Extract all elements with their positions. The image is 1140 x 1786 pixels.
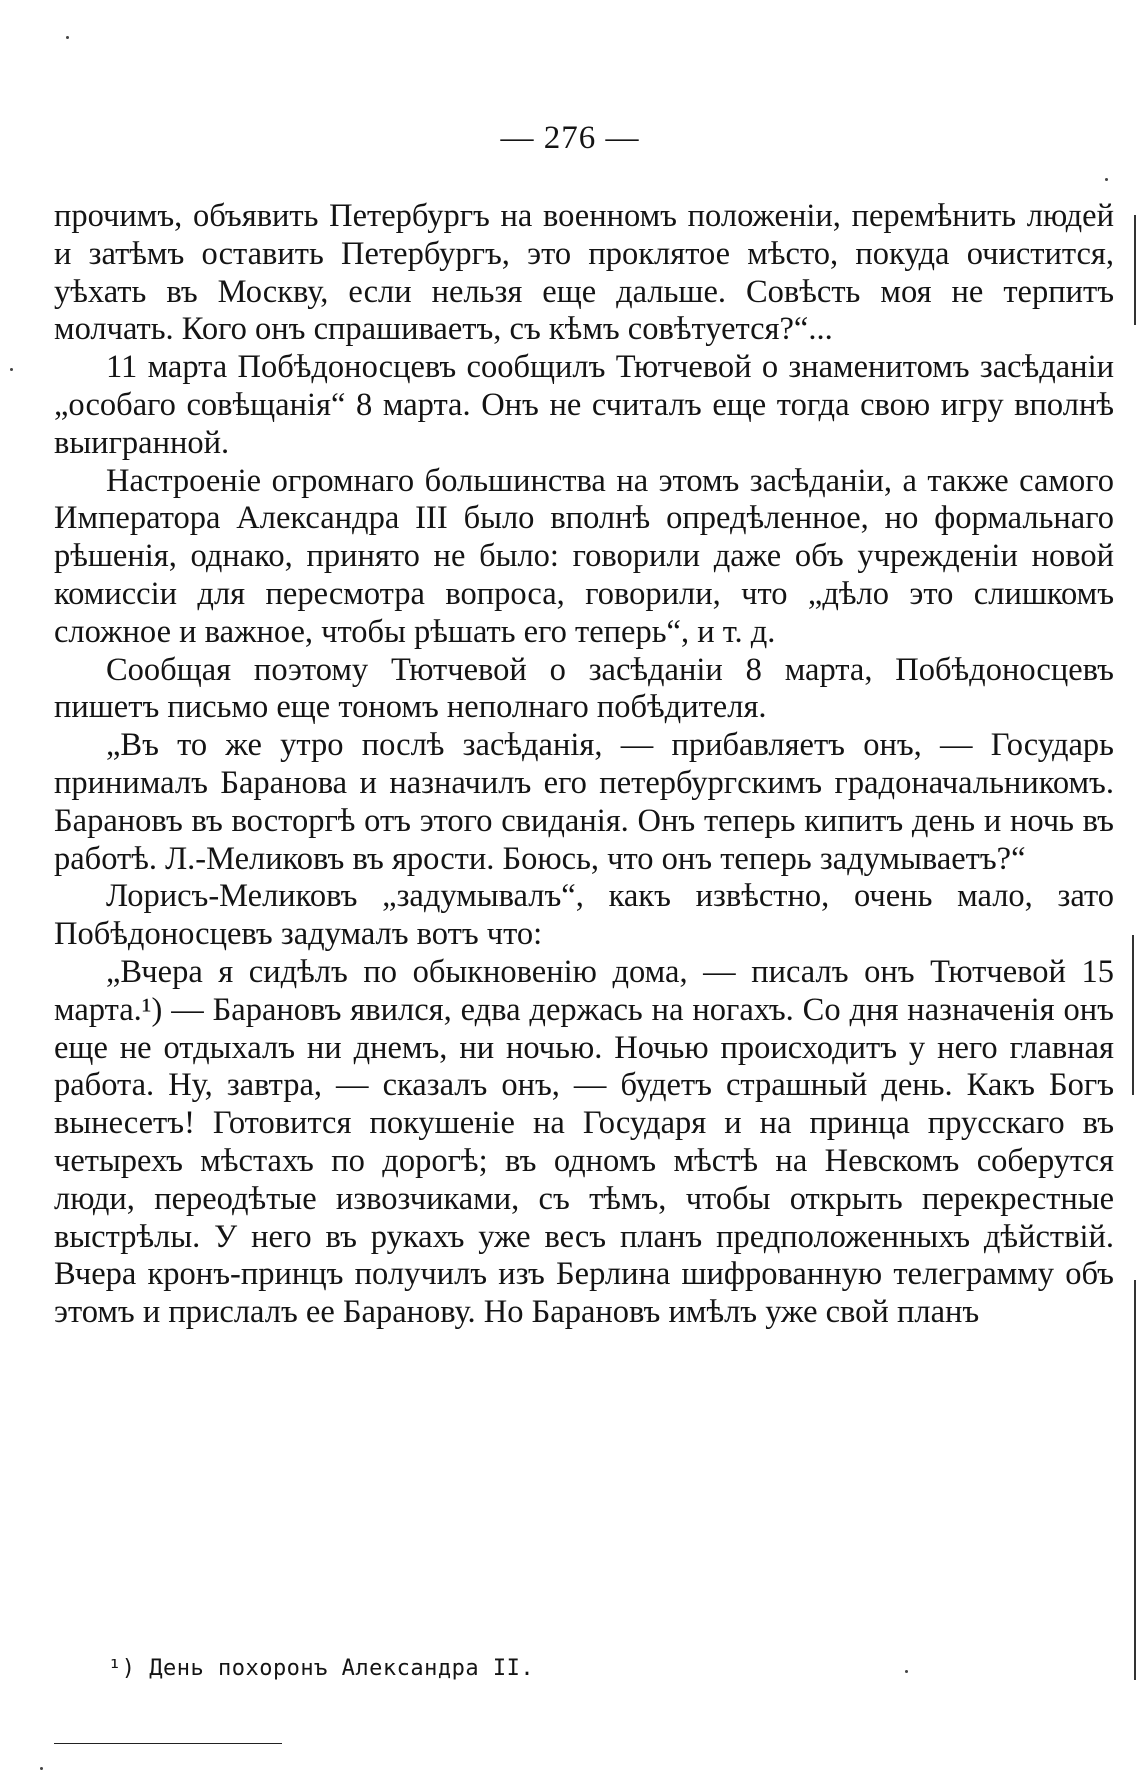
margin-mark-3	[1128, 1280, 1136, 1680]
paragraph-5: „Въ то же утро послѣ засѣданiя, — прибавляетъ онъ, — Государь принималъ Баранова и назначилъ его петербургскимъ градоначальникомъ. Барановъ въ восторгѣ отъ этого свиданiя. Онъ теперь кипитъ день и ночь въ работѣ. Л.-Меликовъ въ ярости. Боюсь, что онъ теперь задумываетъ?“	[54, 727, 1114, 877]
paragraph-4: Сообщая поэтому Тютчевой о засѣданiи 8 марта, Побѣдоносцевъ пишетъ письмо еще тономъ неполнаго побѣдителя.	[54, 651, 1114, 726]
scan-speck	[10, 368, 13, 371]
paragraph-2: 11 марта Побѣдоносцевъ сообщилъ Тютчевой о знаменитомъ засѣданiи „особаго совѣщанiя“ 8 марта. Онъ не считалъ еще тогда свою игру вполнѣ выигранной.	[54, 349, 1114, 461]
paragraph-1: прочимъ, объявить Петербургъ на военномъ положенiи, перемѣнить людей и затѣмъ оставить Петербургъ, это проклятое мѣсто, покуда очистится, уѣхать въ Москву, если нельзя еще дальше. Совѣсть моя не терпитъ молчать. Кого онъ спрашиваетъ, съ кѣмъ совѣтуется?“...	[54, 198, 1114, 348]
body-text	[54, 198, 1114, 1332]
paragraph-6: Лорисъ-Меликовъ „задумывалъ“, какъ извѣстно, очень мало, зато Побѣдоносцевъ задумалъ вотъ что:	[54, 878, 1114, 953]
page-number: — 276 —	[500, 120, 640, 156]
scan-speck	[905, 1670, 908, 1673]
paragraph-3: Настроенiе огромнаго большинства на этомъ засѣданiи, а также самого Императора Александра III было вполнѣ опредѣленное, но формальнаго рѣшенiя, однако, принято не было: говорили даже объ учрежденiи новой комиссiи для пересмотра вопроса, говорили, что „дѣло это слишкомъ сложное и важное, чтобы рѣшать его теперь“, и т. д.	[54, 462, 1114, 650]
scan-speck	[40, 1767, 43, 1770]
scan-speck	[1105, 178, 1108, 181]
margin-mark-2	[1126, 935, 1134, 1095]
scan-speck	[66, 36, 69, 39]
margin-mark-1	[1128, 215, 1136, 325]
footnote-divider	[54, 1743, 282, 1744]
paragraph-7: „Вчера я сидѣлъ по обыкновенiю дома, — писалъ онъ Тютчевой 15 марта.¹) — Барановъ явился, едва держась на ногахъ. Со дня назначенiя онъ еще не отдыхалъ ни днемъ, ни ночью. Ночью происходитъ у него главная работа. Ну, завтра, — сказалъ онъ, — будетъ страшный день. Какъ Богъ вынесетъ! Готовится покушенiе на Государя и на принца прусскаго въ четырехъ мѣстахъ по дорогѣ; въ одномъ мѣстѣ на Невскомъ соберутся люди, переодѣтые извозчиками, съ тѣмъ, чтобы открыть перекрестные выстрѣлы. У него въ рукахъ уже весъ планъ предположенныхъ дѣйствiй. Вчера кронъ-принцъ получилъ изъ Берлина шифрованную телеграмму объ этомъ и прислалъ ее Баранову. Но Барановъ имѣлъ уже свой планъ	[54, 953, 1114, 1331]
footnote: ¹) День похоронъ Александра II.	[108, 1656, 535, 1681]
